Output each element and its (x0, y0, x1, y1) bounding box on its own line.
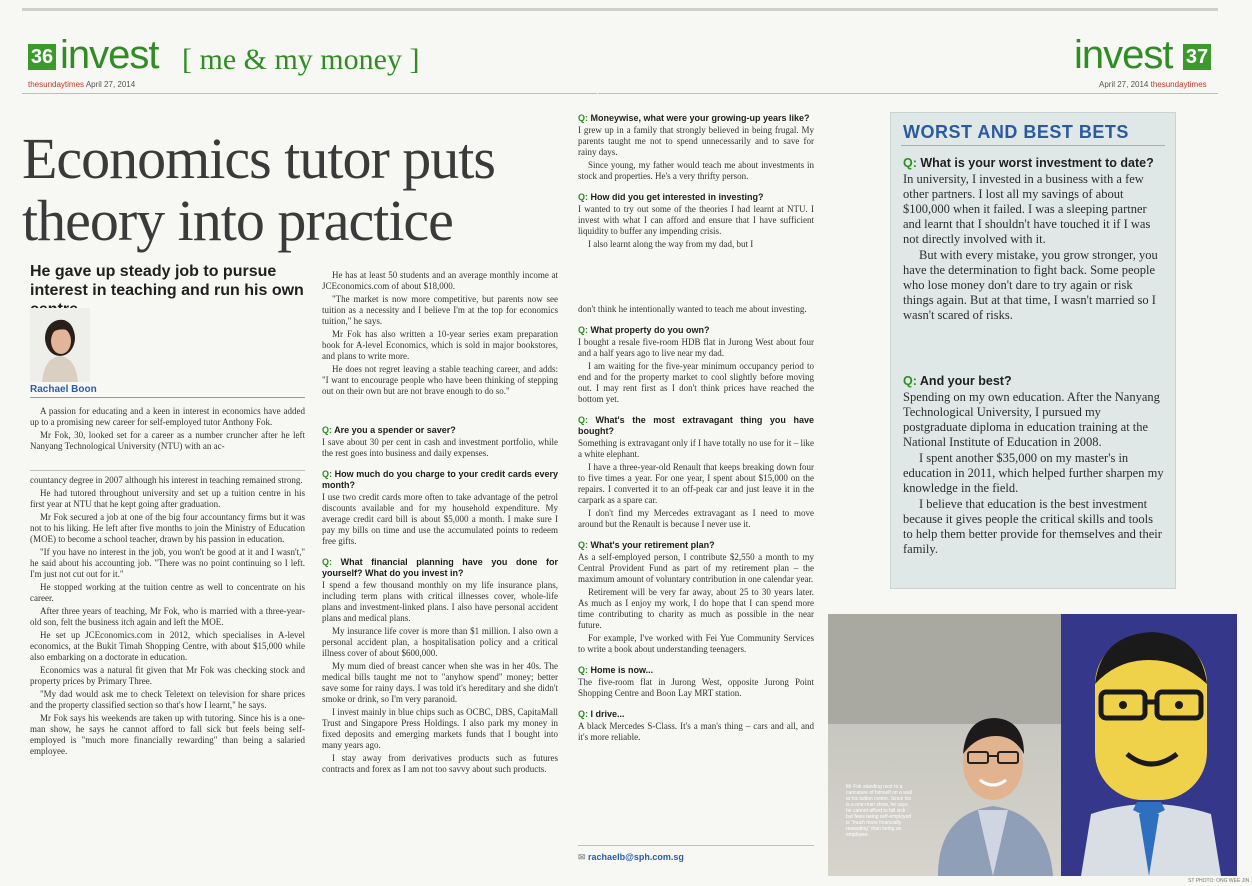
paragraph: I bought a resale five-room HDB flat in Jurong West about four and a half years ago to live near my dad. (578, 337, 814, 358)
paragraph: "If you have no interest in the job, you won't be good at it and I wasn't," he said about his accounting job. "There was no point continuing so I left. I'm just not cut out for it." (30, 547, 305, 579)
question (578, 709, 814, 720)
article-column-3 (578, 304, 814, 745)
paragraph: For example, I've worked with Fei Yue Community Services to write a book about understanding teenagers. (578, 633, 814, 654)
paragraph: Mr Fok secured a job at one of the big four accountancy firms but it was not to his liking. He left after five months to join the Ministry of Education (MOE) to become a school teacher, drawn by his passion in education. (30, 512, 305, 544)
paragraph: My mum died of breast cancer when she was in her 40s. The medical bills taught me not to "anyhow spend" money; better save some for rainy days. I was told it's hereditary and she didn't smoke or drink, so I'm very paranoid. (322, 661, 558, 704)
question-marker: Q: (578, 113, 591, 123)
question-text: Are you a spender or saver? (334, 425, 456, 435)
right-brand-logo: invest (1074, 33, 1173, 77)
question-text: What's the most extravagant thing you have bought? (578, 415, 814, 436)
paragraph: Spending on my own education. After the Nanyang Technological University, I pursued my postgraduate diploma in education training at the National Institute of Education in 2008. (903, 390, 1160, 449)
author-email[interactable] (578, 852, 684, 863)
tutor-photo (828, 614, 1061, 876)
headline: Economics tutor puts theory into practice (22, 126, 495, 253)
question-marker: Q: (322, 425, 335, 435)
paragraph: A black Mercedes S-Class. It's a man's thing – cars and all, and it's more reliable. (578, 721, 814, 742)
question-marker: Q: (322, 469, 335, 479)
photo-caption: Mr Fok standing next to a caricature of himself on a wall at his tuition centre. Since his is a one-man show, he says he cannot afford to fall sick but feels being self-employed is "much more financially rewarding" than being an employee. (846, 784, 912, 838)
question (903, 155, 1165, 171)
question (322, 469, 558, 491)
question-text: I drive... (590, 709, 625, 719)
paragraph: But with every mistake, you grow stronger, you have the determination to fight back. Some people who lose money don't dare to try again or risk things again. But at that time, I wasn't married so I wasn't scared of risks. (903, 248, 1158, 322)
question (322, 425, 558, 436)
paragraph: In university, I invested in a business with a few other partners. I lost all my savings of about $100,000 when it failed. I was a sleeping partner and learnt that I shouldn't have touched it if I was not directly involved with it. (903, 172, 1151, 246)
paragraph: He stopped working at the tuition centre as well to concentrate on his career. (30, 582, 305, 603)
author-portrait (30, 308, 90, 382)
article-column-1-intro (30, 406, 305, 454)
paragraph: Economics was a natural fit given that Mr Fok was checking stock and property prices by Primary Three. (30, 665, 305, 686)
question-marker: Q: (578, 192, 591, 202)
paragraph: countancy degree in 2007 although his interest in teaching remained strong. (30, 475, 303, 485)
paragraph: I don't find my Mercedes extravagant as I need to move around but the Renault is because I never use it. (578, 508, 814, 529)
standfirst: He gave up steady job to pursue interest in teaching and run his own (30, 263, 304, 299)
email-icon: ✉ (578, 852, 589, 862)
paragraph: As a self-employed person, I contribute $2,550 a month to my Central Provident Fund as part of my retirement plan – the maximum amount of voluntary contribution in one calendar year. (578, 552, 814, 584)
question-marker: Q: (578, 709, 591, 719)
question-marker: Q: (903, 156, 921, 170)
paragraph: I spent another $35,000 on my master's in education in 2011, which helped further sharpen my knowledge in the field. (903, 451, 1164, 495)
paragraph: I invest mainly in blue chips such as OCBC, DBS, CapitaMall Trust and Singapore Press Holdings. I also park my money in fixed deposits and emerging markets funds that I bought into many years ago. (322, 707, 558, 750)
paragraph: He does not regret leaving a stable teaching career, and adds: "I want to encourage people who have been thinking of stepping out on their own but are not brave enough to do so." (322, 364, 558, 396)
question-marker: Q: (903, 374, 920, 388)
question-text: What financial planning have you done for yourself? What do you invest in? (322, 557, 559, 578)
left-date: April 27, 2014 (85, 80, 136, 89)
byline: Rachael Boon (30, 384, 305, 398)
question (578, 192, 814, 203)
question (578, 113, 814, 124)
paragraph: Mr Fok says his weekends are taken up with tutoring. Since his is a one-man show, he says he cannot afford to fall sick but feels being self-employed is "much more financially rewarding" than being a salaried employee. (30, 713, 305, 756)
box-title-rule (901, 145, 1165, 146)
question-text: Home is now... (590, 665, 654, 675)
caricature-image (1061, 614, 1237, 876)
paragraph: "My dad would ask me to check Teletext on television for share prices and the property classified section so that's how I learnt," he says. (30, 689, 305, 710)
question (578, 415, 814, 437)
paragraph: Something is extravagant only if I have totally no use for it – like a white elephant. (578, 438, 814, 459)
paragraph: I stay away from derivatives products such as futures contracts and forex as I am not too savvy about such products. (322, 753, 558, 774)
question-text: What's your retirement plan? (590, 540, 715, 550)
paragraph: Mr Fok has also written a 10-year series exam preparation book for A-level Economics, which is sold in major bookstores, and plans to write more. (322, 329, 558, 361)
paragraph: I use two credit cards more often to take advantage of the petrol discounts available and for my household expenditure. My average credit card bill is about $5,000 a month. I make sure I pay my bills on time and use the accumulated points to redeem free gifts. (322, 492, 558, 546)
question-text: Moneywise, what were your growing-up years like? (590, 113, 810, 123)
article-column-1 (30, 475, 305, 759)
spacer (322, 399, 558, 415)
question-text: How much do you charge to your credit cards every month? (322, 469, 559, 490)
paragraph: He has at least 50 students and an average monthly income at JCEconomics.com of about $18,000. (322, 270, 558, 291)
paragraph: He had tutored throughout university and set up a tuition centre in his first year at NTU that he kept going after graduation. (30, 488, 305, 509)
right-date: April 27, 2014 (1099, 80, 1149, 89)
photo-credit: ST PHOTO: ONG WEE JIN (1188, 878, 1250, 884)
article-column-2 (322, 270, 558, 777)
paragraph: I believe that education is the best investment because it gives people the critical skills and tools to help them better provide for themselves and their family. (903, 497, 1162, 556)
paragraph: After three years of teaching, Mr Fok, who is married with a three-year-old son, felt the business itch again and left the MOE. (30, 606, 305, 627)
paragraph: Mr Fok, 30, looked set for a career as a number cruncher after he left Nanyang Technological University (NTU) with an ac- (30, 430, 305, 451)
left-paper-name: thesundaytimes (28, 80, 85, 89)
question-marker: Q: (578, 665, 591, 675)
question-text: What property do you own? (590, 325, 710, 335)
caricature-mural (1061, 614, 1237, 876)
article-column-3-top (578, 113, 814, 252)
question-marker: Q: (578, 325, 591, 335)
left-page-number: 36 (28, 44, 56, 70)
right-dateline (1099, 80, 1207, 89)
top-border (22, 8, 1218, 11)
column-1-divider (30, 470, 305, 471)
left-dateline (28, 80, 135, 89)
right-paper-name: thesundaytimes (1150, 80, 1207, 89)
section-title: [ me & my money ] (182, 43, 420, 76)
question-text: How did you get interested in investing? (590, 192, 764, 202)
paragraph: I save about 30 per cent in cash and investment portfolio, while the rest goes into business and daily expenses. (322, 437, 558, 458)
paragraph: don't think he intentionally wanted to teach me about investing. (578, 304, 807, 314)
question-text: And your best? (919, 374, 1012, 388)
left-header-rule (22, 93, 597, 94)
question (903, 373, 1165, 389)
paragraph: I am waiting for the five-year minimum occupancy period to end and for the property market to cool slightly before moving out. I may rent first as I don't think prices have reached the bottom yet. (578, 361, 814, 404)
question (322, 557, 558, 579)
question (578, 325, 814, 336)
email-divider (578, 845, 814, 846)
author-portrait-image (30, 308, 90, 382)
paragraph: A passion for educating and a keen in interest in economics have added up to a promising new career for self-employed tutor Anthony Fok. (30, 406, 305, 427)
question-text: What is your worst investment to date? (920, 156, 1154, 170)
paragraph: My insurance life cover is more than $1 million. I also own a personal accident plan, a hospitalisation policy and a critical illness cover of about $600,000. (322, 626, 558, 658)
paragraph: The five-room flat in Jurong West, opposite Jurong Point Shopping Centre and Boon Lay MRT station. (578, 677, 814, 698)
paragraph: He set up JCEconomics.com in 2012, which specialises in A-level economics, at the Bukit Timah Shopping Centre, with about $15,000 while also embarking on a doctorate in education. (30, 630, 305, 662)
best-bet-answer (903, 373, 1165, 558)
paragraph: I grew up in a family that strongly believed in being frugal. My parents taught me not to spend unnecessarily and to save for rainy days. (578, 125, 814, 157)
paragraph: I have a three-year-old Renault that keeps breaking down four to five times a year. For one year, I spent about $15,000 on the repairs. I converted it to an off-peak car and just leave it in the carpark as a spare car. (578, 462, 814, 505)
worst-bet-answer (903, 155, 1165, 324)
question-marker: Q: (578, 415, 596, 425)
paragraph: I wanted to try out some of the theories I had learnt at NTU. I invest with what I can afford and ensure that I have sufficient liquidity to buffer any impending crisis. (578, 204, 814, 236)
paragraph: Since young, my father would teach me about investments in stock and properties. He's a very thrifty person. (578, 160, 814, 181)
right-page-number: 37 (1183, 44, 1211, 70)
email-address[interactable]: rachaelb@sph.com.sg (588, 852, 684, 862)
paragraph: "The market is now more competitive, but parents now see tuition as a necessity and I believe I'm at the top for economics tuition," he says. (322, 294, 558, 326)
worst-best-bets-box (890, 112, 1176, 589)
right-header-rule (598, 93, 1218, 94)
question (578, 665, 814, 676)
question-marker: Q: (322, 557, 341, 567)
left-brand-logo: invest (60, 33, 159, 77)
question-marker: Q: (578, 540, 591, 550)
paragraph: Retirement will be very far away, about 25 to 30 years later. As much as I enjoy my work, I do hope that I can spend more time contributing to charity as much as possible in the near future. (578, 587, 814, 630)
paragraph: I spend a few thousand monthly on my life insurance plans, including term plans with critical illnesses cover, whole-life plans and investment-linked plans. I also have personal accident plans and medical plans. (322, 580, 558, 623)
box-title: WORST AND BEST BETS (903, 122, 1129, 142)
question (578, 540, 814, 551)
paragraph: I also learnt along the way from my dad, but I (588, 239, 754, 249)
